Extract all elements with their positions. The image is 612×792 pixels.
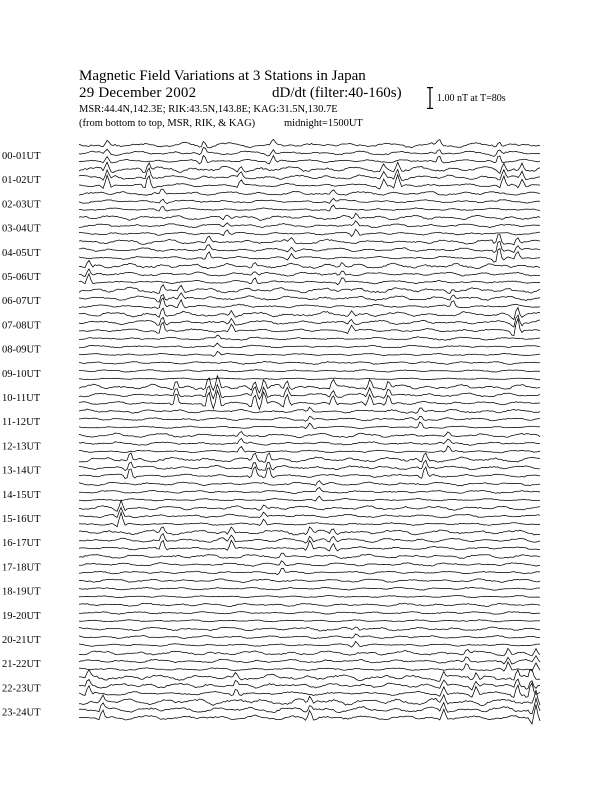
trace-kag — [79, 162, 540, 173]
trace-msr — [79, 351, 540, 356]
hour-label: 19-20UT — [2, 610, 41, 622]
trace-rik — [79, 221, 540, 228]
trace-msr — [79, 620, 540, 622]
hour-label: 11-12UT — [2, 417, 41, 429]
hour-label: 13-14UT — [2, 465, 41, 477]
hour-label: 23-24UT — [2, 707, 41, 719]
trace-kag — [79, 603, 540, 606]
trace-kag — [79, 260, 540, 268]
trace-kag — [79, 481, 540, 486]
trace-msr — [79, 319, 540, 336]
station-coordinates: MSR:44.4N,142.3E; RIK:43.5N,143.8E; KAG:31.5N,130.7E — [79, 104, 338, 115]
trace-kag — [79, 335, 540, 340]
trace-rik — [79, 370, 540, 372]
trace-kag — [79, 453, 540, 462]
trace-kag — [79, 553, 540, 558]
hour-label: 02-03UT — [2, 199, 41, 211]
trace-msr — [79, 378, 540, 380]
hour-label: 01-02UT — [2, 175, 41, 187]
hour-label: 22-23UT — [2, 683, 41, 695]
chart-title: Magnetic Field Variations at 3 Stations in Japan — [79, 68, 366, 84]
trace-msr — [79, 467, 540, 479]
trace-rik — [79, 269, 540, 277]
trace-rik — [79, 416, 540, 421]
hour-label: 15-16UT — [2, 514, 41, 525]
trace-rik — [79, 587, 540, 590]
hour-label: 04-05UT — [2, 247, 41, 259]
trace-kag — [79, 648, 540, 655]
component-filter-label: dD/dt (filter:40-160s) — [272, 85, 402, 101]
trace-rik — [79, 656, 540, 664]
hour-label: 14-15UT — [2, 489, 41, 501]
trace-msr — [79, 705, 540, 724]
trace-kag — [79, 235, 540, 245]
trace-rik — [79, 148, 540, 157]
trace-rik — [79, 315, 540, 327]
trace-kag — [79, 527, 540, 535]
trace-rik — [79, 293, 540, 302]
trace-rik — [79, 612, 540, 615]
trace-kag — [79, 690, 540, 705]
scale-label: 1.00 nT at T=80s — [437, 93, 506, 104]
trace-kag — [79, 213, 540, 220]
trace-kag — [79, 407, 540, 413]
trace-msr — [79, 249, 540, 263]
midnight-note: midnight=1500UT — [284, 118, 363, 129]
trace-rik — [79, 198, 540, 203]
trace-rik — [79, 438, 540, 445]
hour-label: 00-01UT — [2, 151, 41, 162]
trace-kag — [79, 627, 540, 631]
trace-kag — [79, 362, 540, 365]
trace-rik — [79, 679, 540, 690]
hour-label: 20-21UT — [2, 635, 41, 646]
trace-msr — [79, 683, 540, 697]
trace-kag — [79, 285, 540, 294]
chart-date: 29 December 2002 — [79, 85, 197, 101]
hour-label: 18-19UT — [2, 586, 41, 598]
trace-rik — [79, 561, 540, 567]
trace-msr — [79, 496, 540, 501]
trace-msr — [79, 175, 540, 189]
trace-rik — [79, 634, 540, 639]
hour-label: 05-06UT — [2, 272, 41, 283]
trace-msr — [79, 446, 540, 453]
hour-label: 16-17UT — [2, 538, 41, 550]
hour-label: 17-18UT — [2, 562, 41, 574]
trace-msr — [79, 540, 540, 551]
traces — [79, 139, 540, 724]
trace-msr — [79, 568, 540, 574]
hour-label: 09-10UT — [2, 368, 41, 380]
trace-kag — [79, 669, 540, 681]
trace-msr — [79, 229, 540, 236]
hour-label: 08-09UT — [2, 344, 41, 356]
trace-kag — [79, 189, 540, 195]
trace-msr — [79, 513, 540, 527]
hour-label: 06-07UT — [2, 296, 41, 308]
trace-kag — [79, 139, 540, 148]
trace-msr — [79, 422, 540, 429]
trace-rik — [79, 488, 540, 494]
hour-label: 07-08UT — [2, 320, 41, 332]
trace-kag — [79, 500, 540, 511]
trace-kag — [79, 308, 540, 320]
trace-kag — [79, 579, 540, 583]
trace-kag — [79, 432, 540, 438]
hour-labels — [2, 151, 41, 719]
hour-label: 03-04UT — [2, 223, 41, 235]
trace-msr — [79, 156, 540, 164]
trace-rik — [79, 460, 540, 470]
trace-msr — [79, 662, 540, 671]
hour-label: 21-22UT — [2, 659, 41, 671]
trace-msr — [79, 596, 540, 598]
trace-msr — [79, 205, 540, 211]
hour-label: 12-13UT — [2, 441, 41, 453]
hour-label: 10-11UT — [2, 393, 41, 404]
trace-msr — [79, 642, 540, 648]
trace-rik — [79, 385, 540, 400]
trace-rik — [79, 343, 540, 348]
station-order-note: (from bottom to top, MSR, RIK, & KAG) — [79, 118, 256, 129]
